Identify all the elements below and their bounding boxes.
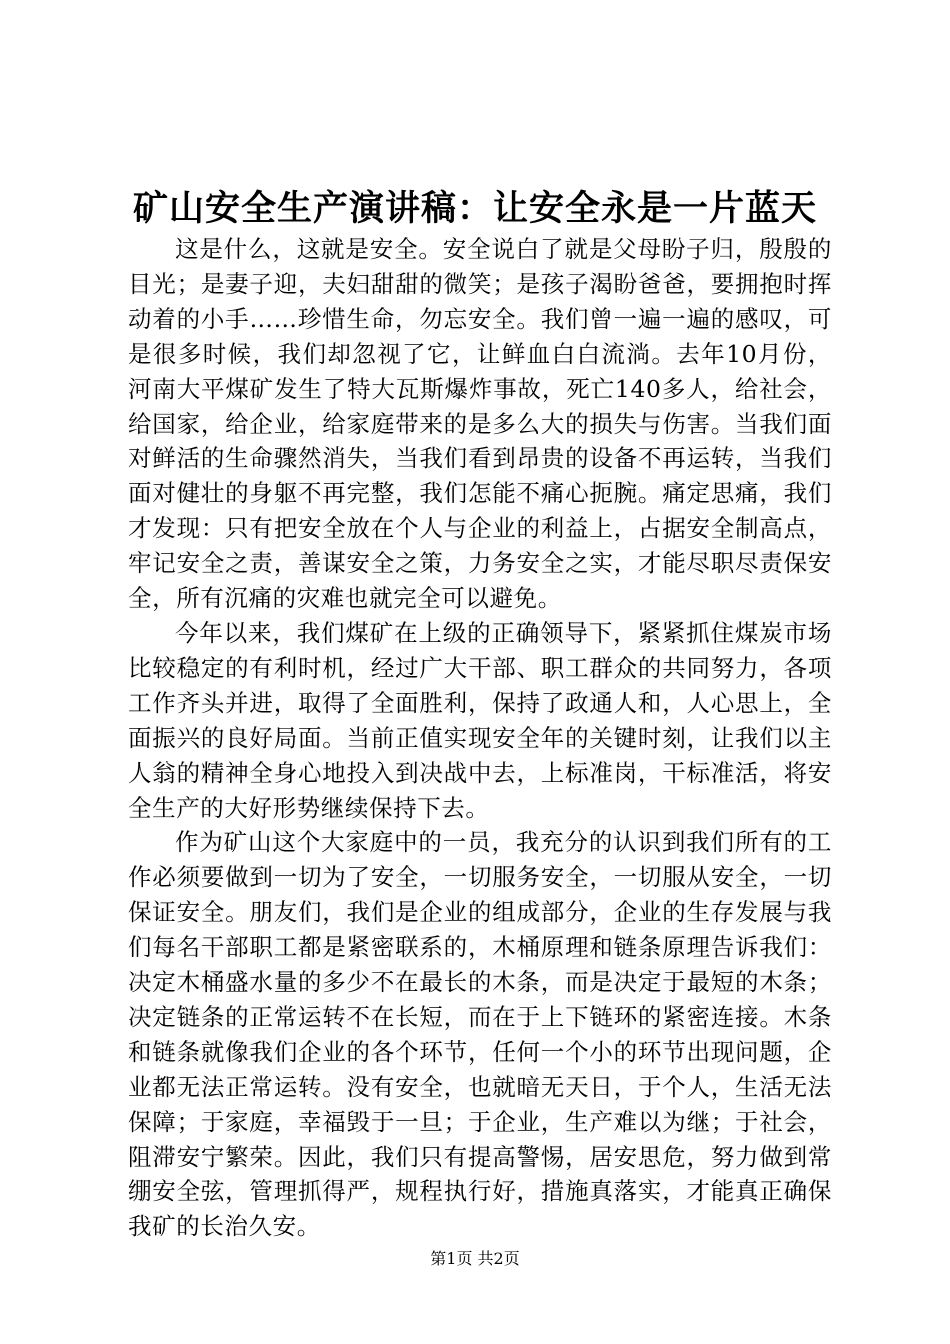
paragraph-2: 今年以来，我们煤矿在上级的正确领导下，紧紧抓住煤炭市场比较稳定的有利时机，经过广大干部、职工群众的共同努力，各项工作齐头并进，取得了全面胜利，保持了政通人和，人心思上，全面振兴的良好局面。当前正值实现安全年的关键时刻，让我们以主人翁的精神全身心地投入到决战中去，上标准岗，干标准活，将安全生产的大好形势继续保持下去。 xyxy=(128,618,832,822)
page-number-footer: 第1页 共2页 xyxy=(430,1249,520,1268)
document-title: 矿山安全生产演讲稿：让安全永是一片蓝天 xyxy=(132,188,817,229)
paragraph-3: 作为矿山这个大家庭中的一员，我充分的认识到我们所有的工作必须要做到一切为了安全，一切服务安全，一切服从安全，一切保证安全。朋友们，我们是企业的组成部分，企业的生存发展与我们每名干部职工都是紧密联系的，木桶原理和链条原理告诉我们：决定木桶盛水量的多少不在最长的木条，而是决定于最短的木条；决定链条的正常运转不在长短，而在于上下链环的紧密连接。木条和链条就像我们企业的各个环节，任何一个小的环节出现问题，企业都无法正常运转。没有安全，也就暗无天日，于个人，生活无法保障；于家庭，幸福毁于一旦；于企业，生产难以为继；于社会，阻滞安宁繁荣。因此，我们只有提高警惕，居安思危，努力做到常绷安全弦，管理抓得严，规程执行好，措施真落实，才能真正确保我矿的长治久安。 xyxy=(128,828,832,1241)
paragraph-1: 这是什么，这就是安全。安全说白了就是父母盼子归，殷殷的目光；是妻子迎，夫妇甜甜的微笑；是孩子渴盼爸爸，要拥抱时挥动着的小手……珍惜生命，勿忘安全。我们曾一遍一遍的感叹，可是很多时候，我们却忽视了它，让鲜血白白流淌。去年10月份，河南大平煤矿发生了特大瓦斯爆炸事故，死亡140多人，给社会，给国家，给企业，给家庭带来的是多么大的损失与伤害。当我们面对鲜活的生命骤然消失，当我们看到昂贵的设备不再运转，当我们面对健壮的身躯不再完整，我们怎能不痛心扼腕。痛定思痛，我们才发现：只有把安全放在个人与企业的利益上，占据安全制高点，牢记安全之责，善谋安全之策，力务安全之实，才能尽职尽责保安全，所有沉痛的灾难也就完全可以避免。 xyxy=(128,235,832,613)
document-body xyxy=(128,232,832,1244)
